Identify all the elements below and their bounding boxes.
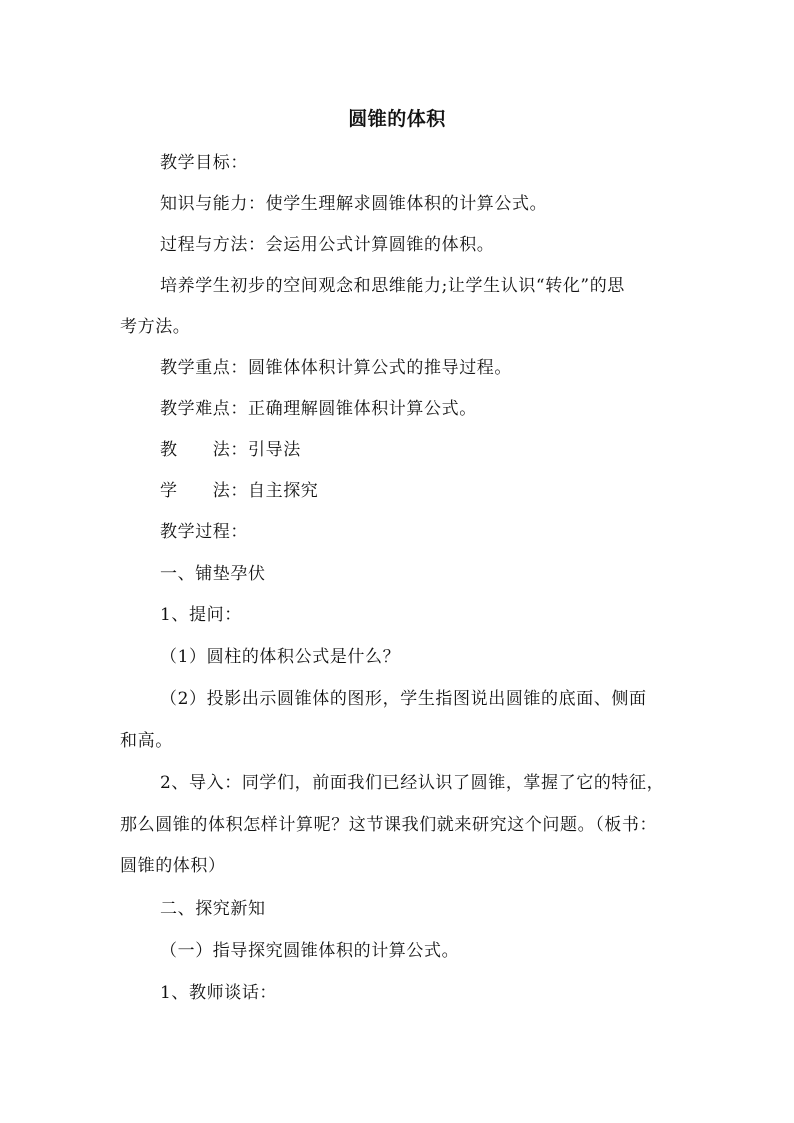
paragraph-cultivation-line2: 考方法。 [120, 317, 191, 337]
paragraph-learning-method: 学 法：自主探究 [160, 481, 319, 501]
paragraph-teaching-method: 教 法：引导法 [160, 440, 301, 460]
paragraph-introduction-line2: 那么圆锥的体积怎样计算呢？这节课我们就来研究这个问题。（板书： [120, 815, 658, 835]
paragraph-question-2-line2: 和高。 [120, 731, 173, 751]
paragraph-difficult-points: 教学难点：正确理解圆锥体积计算公式。 [160, 399, 477, 419]
paragraph-question-2-line1: （2）投影出示圆锥体的图形，学生指图说出圆锥的底面、侧面 [160, 689, 647, 709]
paragraph-question-1: （1）圆柱的体积公式是什么？ [160, 647, 401, 667]
document-title: 圆锥的体积 [348, 108, 446, 130]
paragraph-question-heading: 1、提问： [160, 605, 242, 625]
paragraph-process-method: 过程与方法：会运用公式计算圆锥的体积。 [160, 235, 495, 255]
paragraph-knowledge-ability: 知识与能力：使学生理解求圆锥体积的计算公式。 [160, 194, 548, 214]
paragraph-key-points: 教学重点：圆锥体体积计算公式的推导过程。 [160, 358, 512, 378]
paragraph-introduction-line3: 圆锥的体积） [120, 856, 226, 876]
paragraph-teacher-talk: 1、教师谈话： [160, 983, 278, 1003]
paragraph-guided-exploration: （一）指导探究圆锥体积的计算公式。 [160, 941, 460, 961]
paragraph-teaching-goals: 教学目标： [160, 153, 248, 173]
section-heading-one: 一、铺垫孕伏 [160, 564, 266, 584]
section-heading-two: 二、探究新知 [160, 899, 266, 919]
paragraph-teaching-process: 教学过程： [160, 522, 248, 542]
paragraph-cultivation-line1: 培养学生初步的空间观念和思维能力;让学生认识“转化”的思 [160, 276, 625, 296]
paragraph-introduction-line1: 2、导入：同学们，前面我们已经认识了圆锥，掌握了它的特征， [160, 773, 665, 793]
